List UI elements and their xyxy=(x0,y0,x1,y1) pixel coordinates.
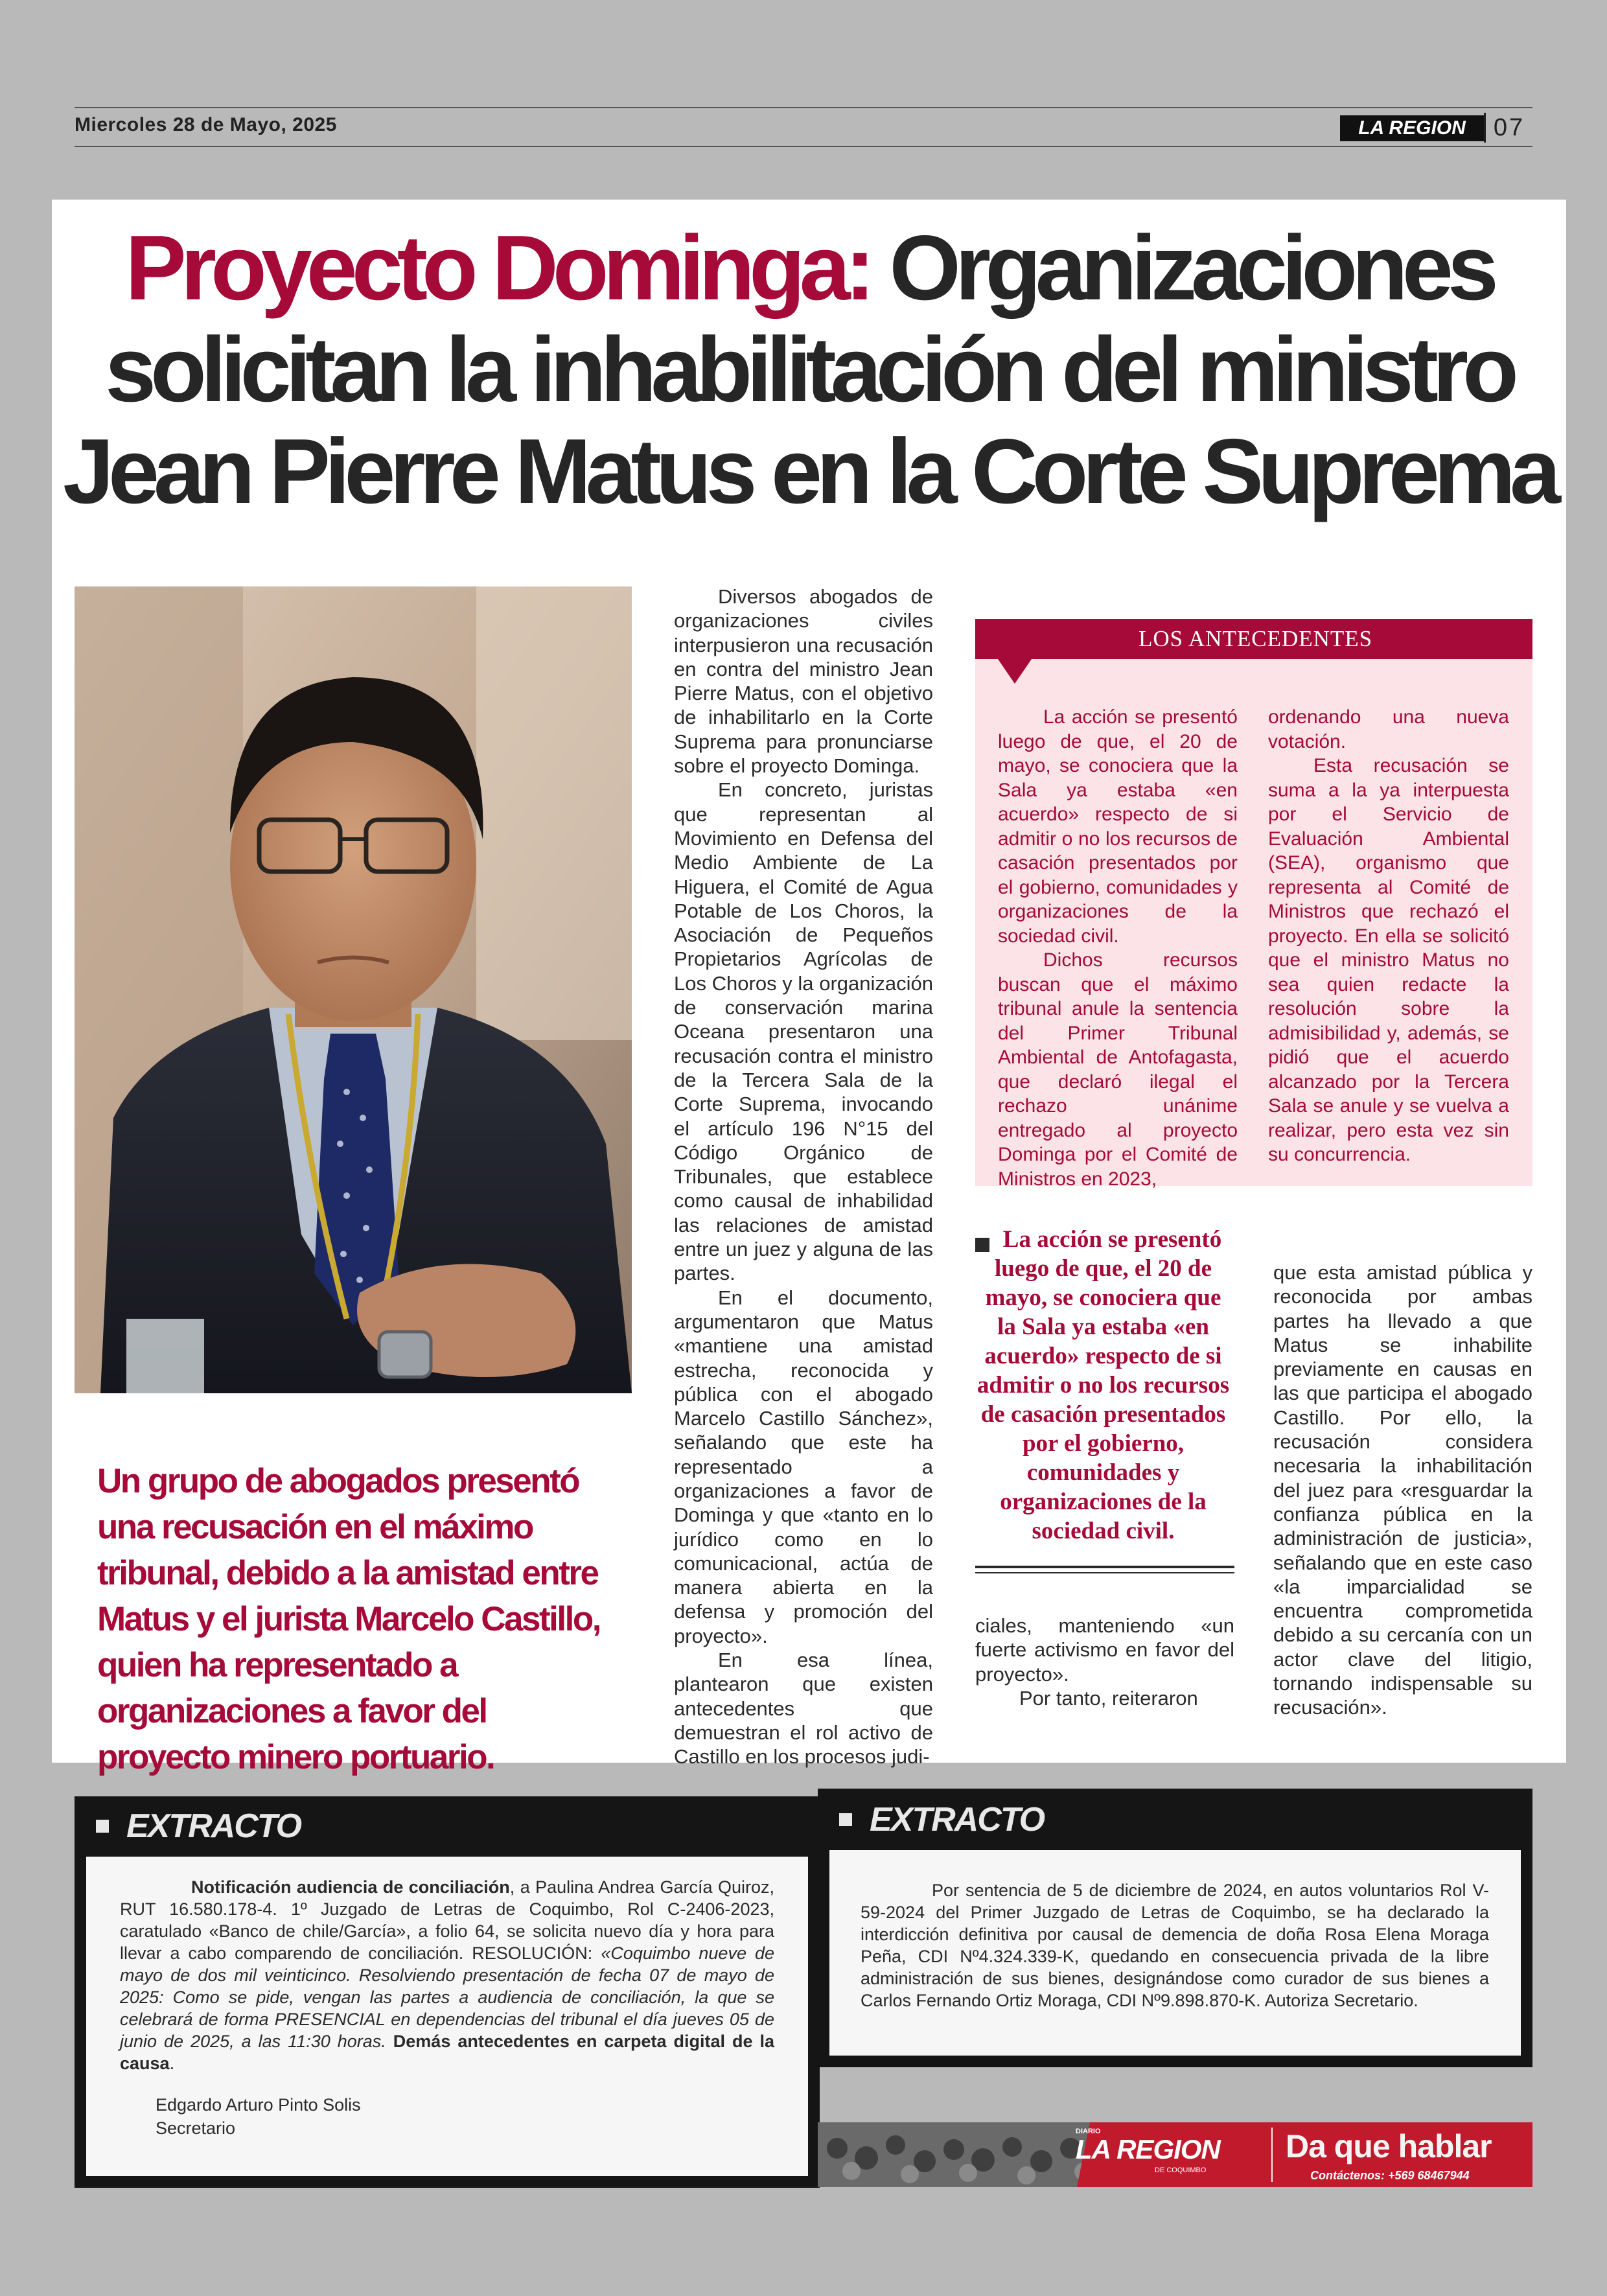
banner-contact: Contáctenos: +569 68467944 xyxy=(1310,2169,1470,2182)
pull-quote xyxy=(975,1225,1231,1546)
sidebar-column-2 xyxy=(1268,705,1509,1167)
promo-banner xyxy=(818,2122,1532,2187)
paragraph: ciales, manteniendo «un fuerte activismo en favor del proyecto». xyxy=(975,1614,1234,1686)
header-rule-top xyxy=(75,107,1532,108)
headline xyxy=(52,217,1566,522)
article-column-1 xyxy=(674,585,933,1769)
headline-text: Organizaciones solicitan la inhabilitación del ministro Jean Pierre Matus en la Corte Suprema xyxy=(63,216,1555,523)
page-number: 07 xyxy=(1484,113,1532,143)
paragraph: Dichos recursos buscan que el máximo tribunal anule la sentencia del Primer Tribunal Ambiental de Antofagasta, que declaró ilegal el rechazo unánime entregado al proyecto Dominga por el Comité de Ministros en 2023, xyxy=(998,949,1238,1190)
extracto-left-signature xyxy=(156,2093,361,2140)
extracto-left-title: EXTRACTO xyxy=(126,1807,301,1845)
notice-resolution: «Coquimbo nueve de mayo de dos mil veinticinco. Resolviendo presentación de fecha 07 de mayo de 2025: Como se pide, vengan las partes a audiencia de conciliación, la que se celebrará de forma PRESENCIAL en dependencias del tribunal el día jueves 05 de junio de 2025, a las 11:30 horas. xyxy=(120,1943,774,2051)
sidebar-notch xyxy=(998,659,1032,684)
paragraph: Por tanto, reiteraron xyxy=(1019,1686,1198,1710)
sidebar-title-bar xyxy=(975,619,1532,659)
article-deck: Un grupo de abogados presentó una recusación en el máximo tribunal, debido a la amistad entre Matus y el jurista Marcelo Castillo, quien ha representado a organizaciones a favor del proyecto minero portuario. xyxy=(97,1462,600,1776)
article-column-3 xyxy=(975,1614,1234,1710)
portrait-photo xyxy=(75,586,632,1393)
pull-quote-text: La acción se presentó luego de que, el 20 de mayo, se conociera que la Sala ya estaba «en acuerdo» respecto de si admitir o no los recursos de casación presentados por el gobierno, comunidades y organizaciones de la sociedad civil. xyxy=(977,1226,1230,1544)
pull-quote-rule xyxy=(975,1566,1234,1568)
notice-tail: Demás antecedentes en carpeta digital de la causa xyxy=(120,2032,774,2073)
paragraph: Esta recusación se suma a la ya interpuesta por el Servicio de Evaluación Ambiental (SEA), organismo que representa al Comité de Ministros que rechazó el proyecto. En ella se solicitó que el ministro Matus no sea quien redacte la resolución sobre la admisibilidad y, además, se pidió que el acuerdo alcanzado por la Tercera Sala se anule y se vuelva a realizar, pero esta vez sin su concurrencia. xyxy=(1268,755,1509,1165)
paragraph: En el documento, argumentaron que Matus «mantiene una amistad estrecha, reconocida y pública con el abogado Marcelo Castillo Sánchez», señalando que este ha representado a organizaciones a favor de Dominga y que «tanto en lo jurídico como en lo comunicacional, actúa de manera abierta en la defensa y promoción del proyecto». xyxy=(674,1286,933,1647)
sidebar-column-1 xyxy=(998,705,1238,1191)
sidebar-title: LOS ANTECEDENTES xyxy=(1139,626,1373,651)
extracto-right-text xyxy=(861,1879,1489,2012)
paragraph: Diversos abogados de organizaciones civiles interpusieron una recusación en contra del ministro Jean Pierre Matus, con el objetivo de inhabilitarlo en la Corte Suprema para pronunciarse sobre el proyecto Dominga. xyxy=(674,585,933,778)
bullet-square-icon xyxy=(839,1813,852,1826)
banner-brand: LA REGION xyxy=(1076,2134,1220,2164)
header-rule-bottom xyxy=(75,146,1532,147)
extracto-right-title: EXTRACTO xyxy=(870,1801,1045,1838)
signer-role: Secretario xyxy=(156,2118,236,2138)
extracto-left-text xyxy=(120,1876,774,2074)
notice-lead: Notificación audiencia de conciliación xyxy=(191,1877,510,1897)
notice-body: , a Paulina Andrea García Quiroz, RUT 16.580.178-4. 1º Juzgado de Letras de Coquimbo, Rol C-2406-2023, caratulado «Banco de chile/García», a folio 64, se solicita nuevo día y hora para llevar a cabo comparendo de conciliación. RESOLUCIÓN: xyxy=(120,1877,774,1963)
paragraph: ordenando una nueva votación. xyxy=(1268,706,1509,752)
paragraph: La acción se presentó luego de que, el 20 de mayo, se conociera que la Sala ya estaba «en acuerdo» respecto de si admitir o no los recursos de casación presentados por el gobierno, comunidades y organizaciones de la sociedad civil. xyxy=(998,706,1238,947)
headline-kicker: Proyecto Dominga: xyxy=(125,216,870,319)
paragraph: En concreto, juristas que representan al Movimiento en Defensa del Medio Ambiente de La Higuera, el Comité de Agua Potable de Los Choros, la Asociación de Pequeños Propietarios Agrícolas de Los Choros y la organización de conservación marina Oceana presentaron una recusación contra el ministro de la Tercera Sala de la Corte Suprema, invocando el artículo 196 N°15 del Código Orgánico de Tribunales, que establece como causal de inhabilidad las relaciones de amistad entre un juez y alguna de las partes. xyxy=(674,778,933,1285)
banner-divider xyxy=(1271,2128,1273,2182)
notice-body: Por sentencia de 5 de diciembre de 2024, en autos voluntarios Rol V-59-2024 del Primer Juzgado de Letras de Coquimbo, se ha declarado la interdicción definitiva por causal de demencia de doña Rosa Elena Moraga Peña, CDI Nº4.324.339-K, quedando en consecuencia privada de la libre administración de sus bienes, designándose como curador de sus bienes a Carlos Fernando Ortiz Moraga, CDI Nº9.898.870-K. Autoriza Secretario. xyxy=(861,1881,1489,2010)
banner-brand-small: DIARIO xyxy=(1076,2128,1101,2135)
notice-end: . xyxy=(169,2054,175,2073)
newspaper-brand: LA REGION xyxy=(1340,115,1484,141)
article-column-4 xyxy=(1273,1260,1532,1720)
pull-quote-rule xyxy=(975,1572,1234,1573)
signer-name: Edgardo Arturo Pinto Solis xyxy=(156,2095,361,2115)
paragraph: En esa línea, plantearon que existen antecedentes que demuestran el rol activo de Castillo en los procesos judi- xyxy=(674,1649,933,1768)
banner-slogan: Da que hablar xyxy=(1286,2128,1492,2164)
bullet-square-icon xyxy=(96,1820,109,1833)
paragraph: que esta amistad pública y reconocida por ambas partes ha llevado a que Matus se inhabilite previamente en causas en las que participa el abogado Castillo. Por ello, la recusación considera necesaria la inhabilitación del juez para «resguardar la confianza pública en la administración de justicia», señalando que en este caso «la imparcialidad se encuentra comprometida debido a su cercanía con un actor clave del litigio, tornando indispensable su recusación». xyxy=(1273,1261,1532,1719)
banner-brand-sub: DE COQUIMBO xyxy=(1155,2166,1207,2174)
issue-date: Miercoles 28 de Mayo, 2025 xyxy=(75,114,337,135)
